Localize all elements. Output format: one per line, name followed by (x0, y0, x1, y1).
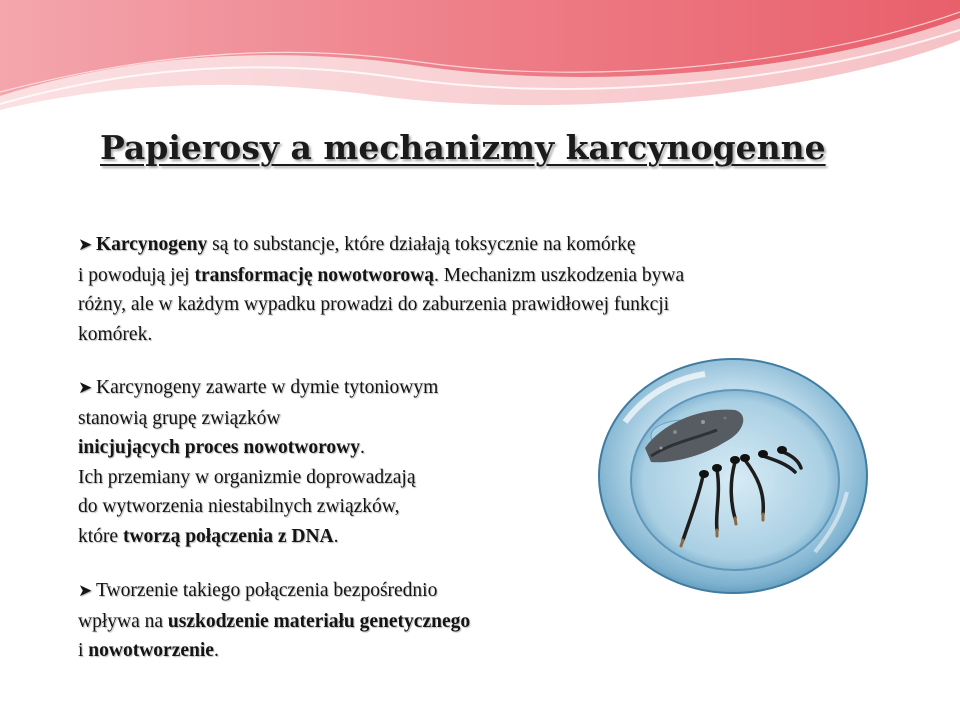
text-segment: . Mechanizm uszkodzenia bywa (434, 264, 685, 286)
arrowhead-bullet-icon: ➤ (78, 378, 93, 398)
ashtray-with-matches-image (585, 352, 875, 602)
paragraph-karcynogeny (78, 230, 818, 349)
page-title: Papierosy a mechanizmy karcynogenne (100, 128, 826, 167)
text-line (78, 463, 578, 493)
text-line (78, 607, 598, 637)
text-line (78, 290, 818, 320)
text-line (78, 373, 578, 404)
text-segment: różny, ale w każdym wypadku prowadzi do zaburzenia prawidłowej funkcji (78, 294, 670, 315)
bold-text: uszkodzenie materiału genetycznego (167, 610, 471, 632)
arrowhead-bullet-icon: ➤ (78, 581, 93, 601)
bold-text: transformację nowotworową (194, 264, 434, 286)
bold-text: tworzą połączenia z DNA (122, 525, 334, 547)
arrowhead-bullet-icon: ➤ (78, 235, 93, 255)
text-segment: . (213, 640, 219, 661)
text-segment: komórek. (78, 323, 153, 345)
text-segment: wpływa na (78, 610, 168, 632)
text-segment: do wytworzenia niestabilnych związków, (78, 496, 400, 517)
text-segment: . (333, 525, 339, 547)
text-line (78, 576, 598, 607)
text-line (78, 230, 818, 261)
text-segment: i (78, 640, 89, 661)
bold-text: Karcynogeny (96, 234, 208, 255)
header-wave-decoration (0, 0, 960, 130)
text-segment: . (360, 437, 365, 458)
paragraph-uszkodzenie (78, 576, 598, 666)
text-line (78, 636, 598, 666)
text-segment: Karcynogeny zawarte w dymie tytoniowym (96, 377, 439, 398)
text-line (78, 320, 818, 350)
text-segment: które (78, 525, 123, 547)
bold-text: nowotworzenie (88, 640, 214, 661)
text-line (78, 261, 818, 291)
text-segment: są to substancje, które działają toksycznie na komórkę (207, 234, 636, 255)
text-line (78, 492, 578, 522)
text-segment: Tworzenie takiego połączenia bezpośrednio (96, 580, 438, 601)
text-line (78, 404, 578, 434)
text-segment: i powodują jej (78, 264, 195, 286)
text-line (78, 522, 578, 552)
paragraph-dym-tytoniowy (78, 373, 578, 551)
text-segment: stanowią grupę związków (78, 407, 281, 429)
bold-text: inicjujących proces nowotworowy (78, 437, 361, 458)
text-segment: Ich przemiany w organizmie doprowadzają (78, 466, 416, 488)
text-line (78, 433, 578, 463)
